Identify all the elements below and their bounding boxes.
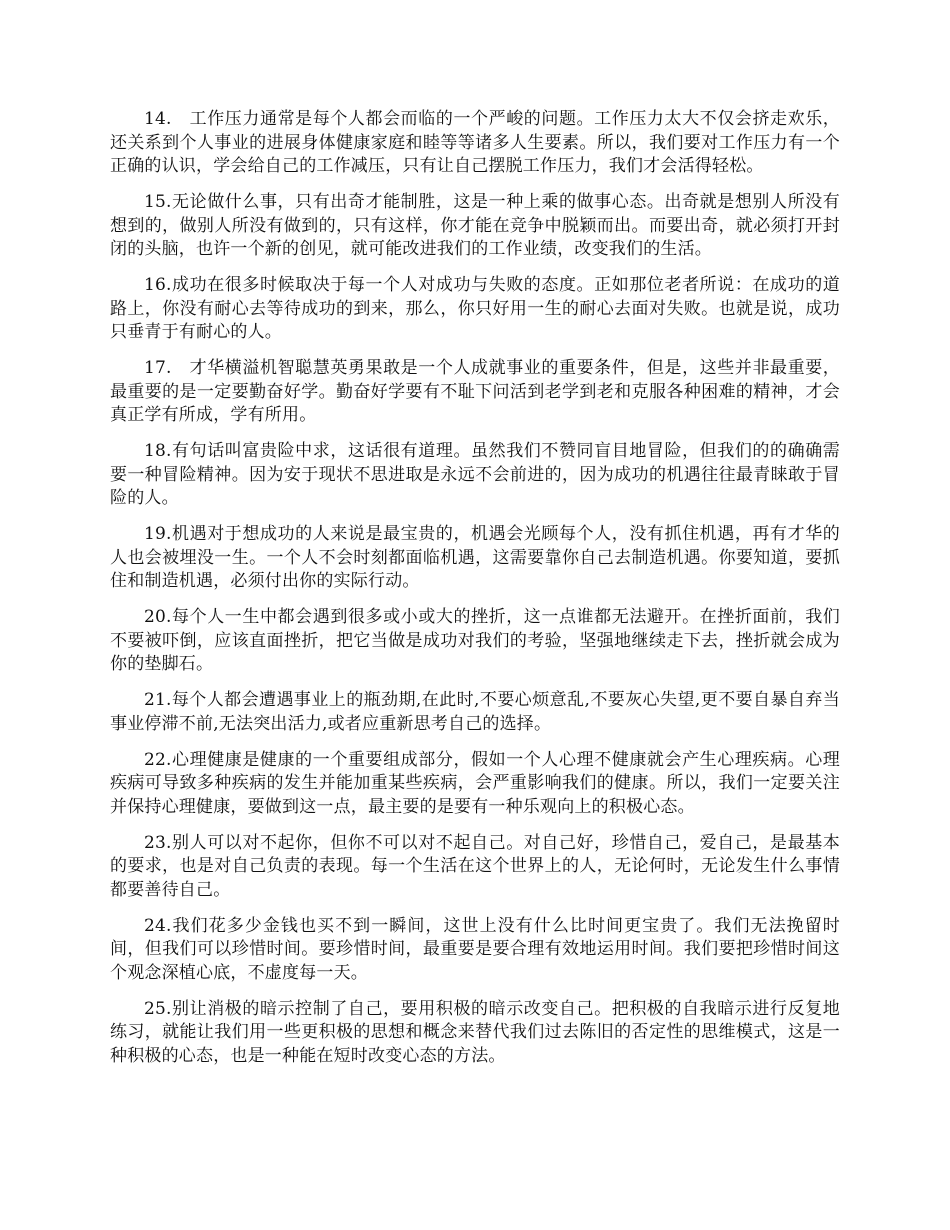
paragraph-number: 21.: [144, 690, 172, 710]
paragraph-19: [110, 523, 840, 594]
paragraph-text: 机遇对于想成功的人来说是最宝贵的，机遇会光顾每个人，没有抓住机遇，再有才华的人也会被埋没一生。一个人不会时刻都面临机遇，这需要靠你自己去制造机遇。你要知道，要抓住和制造机遇，必须付出你的实际行动。: [110, 524, 840, 591]
paragraph-number: 22.: [144, 749, 172, 770]
paragraph-number: 14.: [144, 109, 190, 129]
paragraph-22: [110, 749, 840, 820]
paragraph-text: 心理健康是健康的一个重要组成部分，假如一个人心理不健康就会产生心理疾病。心理疾病可导致多种疾病的发生并能加重某些疾病，会严重影响我们的健康。所以，我们一定要关注并保持心理健康，要做到这一点，最主要的是要有一种乐观向上的积极心态。: [110, 749, 840, 817]
paragraph-text: 才华横溢机智聪慧英勇果敢是一个人成就事业的重要条件，但是，这些并非最重要，最重要的是一定要勤奋好学。勤奋好学要有不耻下问活到老学到老和克服各种困难的精神，才会真正学有所成，学有所用。: [110, 358, 840, 425]
paragraph-14: [110, 108, 840, 179]
paragraph-text: 有句话叫富贵险中求，这话很有道理。虽然我们不赞同盲目地冒险，但我们的的确确需要一种冒险精神。因为安于现状不思进取是永远不会前进的，因为成功的机遇往往最青睐敢于冒险的人。: [110, 441, 840, 508]
paragraph-16: [110, 274, 840, 345]
paragraph-number: 25.: [144, 998, 172, 1019]
paragraph-text: 别人可以对不起你，但你不可以对不起自己。对自己好，珍惜自己，爱自己，是最基本的要求，也是对自己负责的表现。每一个生活在这个世界上的人，无论何时，无论发生什么事情都要善待自己。: [110, 832, 840, 900]
paragraph-24: [110, 915, 840, 986]
paragraph-21: [110, 689, 840, 736]
paragraph-text: 每个人一生中都会遇到很多或小或大的挫折，这一点谁都无法避开。在挫折面前，我们不要被吓倒，应该直面挫折，把它当做是成功对我们的考验，坚强地继续走下去，挫折就会成为你的垫脚石。: [110, 607, 840, 674]
paragraph-18: [110, 440, 840, 511]
document-page: [110, 108, 840, 1081]
paragraph-15: [110, 191, 840, 262]
paragraph-number: 19.: [144, 524, 172, 544]
paragraph-23: [110, 832, 840, 903]
paragraph-25: [110, 998, 840, 1069]
paragraph-text: 别让消极的暗示控制了自己，要用积极的暗示改变自己。把积极的自我暗示进行反复地练习，就能让我们用一些更积极的思想和概念来替代我们过去陈旧的否定性的思维模式，这是一种积极的心态，也是一种能在短时改变心态的方法。: [110, 998, 840, 1066]
paragraph-number: 24.: [144, 915, 172, 936]
paragraph-number: 16.: [144, 275, 172, 295]
paragraph-text: 无论做什么事，只有出奇才能制胜，这是一种上乘的做事心态。出奇就是想别人所没有想到的，做别人所没有做到的，只有这样，你才能在竞争中脱颖而出。而要出奇，就必须打开封闭的头脑，也许一个新的创见，就可能改进我们的工作业绩，改变我们的生活。: [110, 192, 840, 259]
paragraph-17: [110, 357, 840, 428]
paragraph-number: 17.: [144, 358, 190, 378]
paragraph-number: 23.: [144, 832, 172, 853]
paragraph-text: 每个人都会遭遇事业上的瓶劲期,在此时,不要心烦意乱,不要灰心失望,更不要自暴自弃当事业停滞不前,无法突出活力,或者应重新思考自己的选择。: [110, 690, 840, 734]
paragraph-20: [110, 606, 840, 677]
paragraph-number: 18.: [144, 441, 172, 461]
paragraph-number: 15.: [144, 192, 172, 212]
paragraph-text: 成功在很多时候取决于每一个人对成功与失败的态度。正如那位老者所说：在成功的道路上，你没有耐心去等待成功的到来，那么，你只好用一生的耐心去面对失败。也就是说，成功只垂青于有耐心的人。: [110, 275, 840, 342]
paragraph-text: 工作压力通常是每个人都会而临的一个严峻的问题。工作压力太大不仅会挤走欢乐，还关系到个人事业的进展身体健康家庭和睦等等诸多人生要素。所以，我们要对工作压力有一个正确的认识，学会给自己的工作减压，只有让自己摆脱工作压力，我们才会活得轻松。: [110, 109, 840, 176]
paragraph-number: 20.: [144, 607, 172, 627]
paragraph-text: 我们花多少金钱也买不到一瞬间，这世上没有什么比时间更宝贵了。我们无法挽留时间，但我们可以珍惜时间。要珍惜时间，最重要是要合理有效地运用时间。我们要把珍惜时间这个观念深植心底，不虚度每一天。: [110, 915, 840, 983]
